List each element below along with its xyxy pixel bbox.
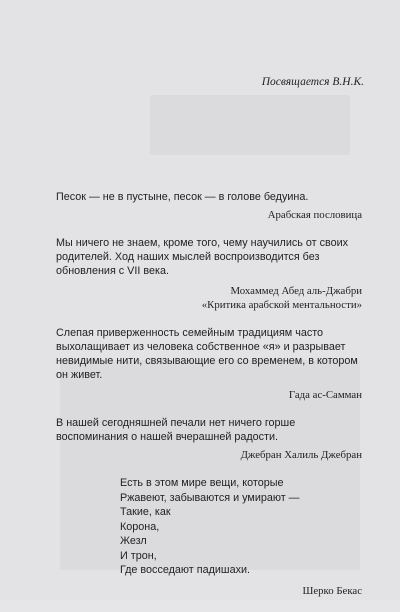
poem-attribution: Шерко Бекас — [302, 584, 362, 597]
poem-line: Такие, как — [120, 506, 171, 518]
epigraph-text: Слепая приверженность семейным традициям часто выхолащивает из человека собственное «я» и разрывает невидимые нити, связывающие его со временем, в котором он живет. — [56, 327, 358, 381]
epigraphs — [56, 190, 362, 612]
epigraph-attribution: Джебран Халиль Джебран — [240, 449, 362, 461]
poem-line: Корона, — [120, 520, 160, 533]
epigraph-2 — [56, 236, 362, 312]
poem-line: Жезл — [120, 535, 147, 547]
poem-epigraph — [120, 476, 362, 598]
epigraph-text: Песок — не в пустыне, песок — в голове бедуина. — [56, 191, 309, 203]
poem-line: Ржавеют, забываются и умирают — — [120, 491, 300, 504]
epigraph-attribution: Гада ас-Самман — [288, 389, 362, 401]
poem-line: Где восседают падишахи. — [120, 564, 250, 576]
epigraph-attribution-source: «Критика арабской ментальности» — [201, 299, 362, 311]
epigraph-1 — [56, 190, 362, 222]
bleed-through-block-top — [150, 95, 350, 155]
epigraph-attribution: Арабская пословица — [267, 209, 362, 221]
epigraph-4 — [56, 416, 362, 462]
dedication: Посвящается В.Н.К. — [261, 76, 364, 88]
epigraph-attribution: Мохаммед Абед аль-Джабри — [230, 285, 362, 297]
epigraph-text: Мы ничего не знаем, кроме того, чему научились от своих родителей. Ход наших мыслей воспроизводится без обновления с VII века. — [56, 237, 349, 277]
poem-line: Есть в этом мире вещи, которые — [120, 477, 284, 489]
poem-line: И трон, — [120, 549, 157, 562]
epigraph-3 — [56, 326, 362, 402]
epigraph-text: В нашей сегодняшней печали нет ничего горше воспоминания о нашей вчерашней радости. — [56, 417, 296, 443]
